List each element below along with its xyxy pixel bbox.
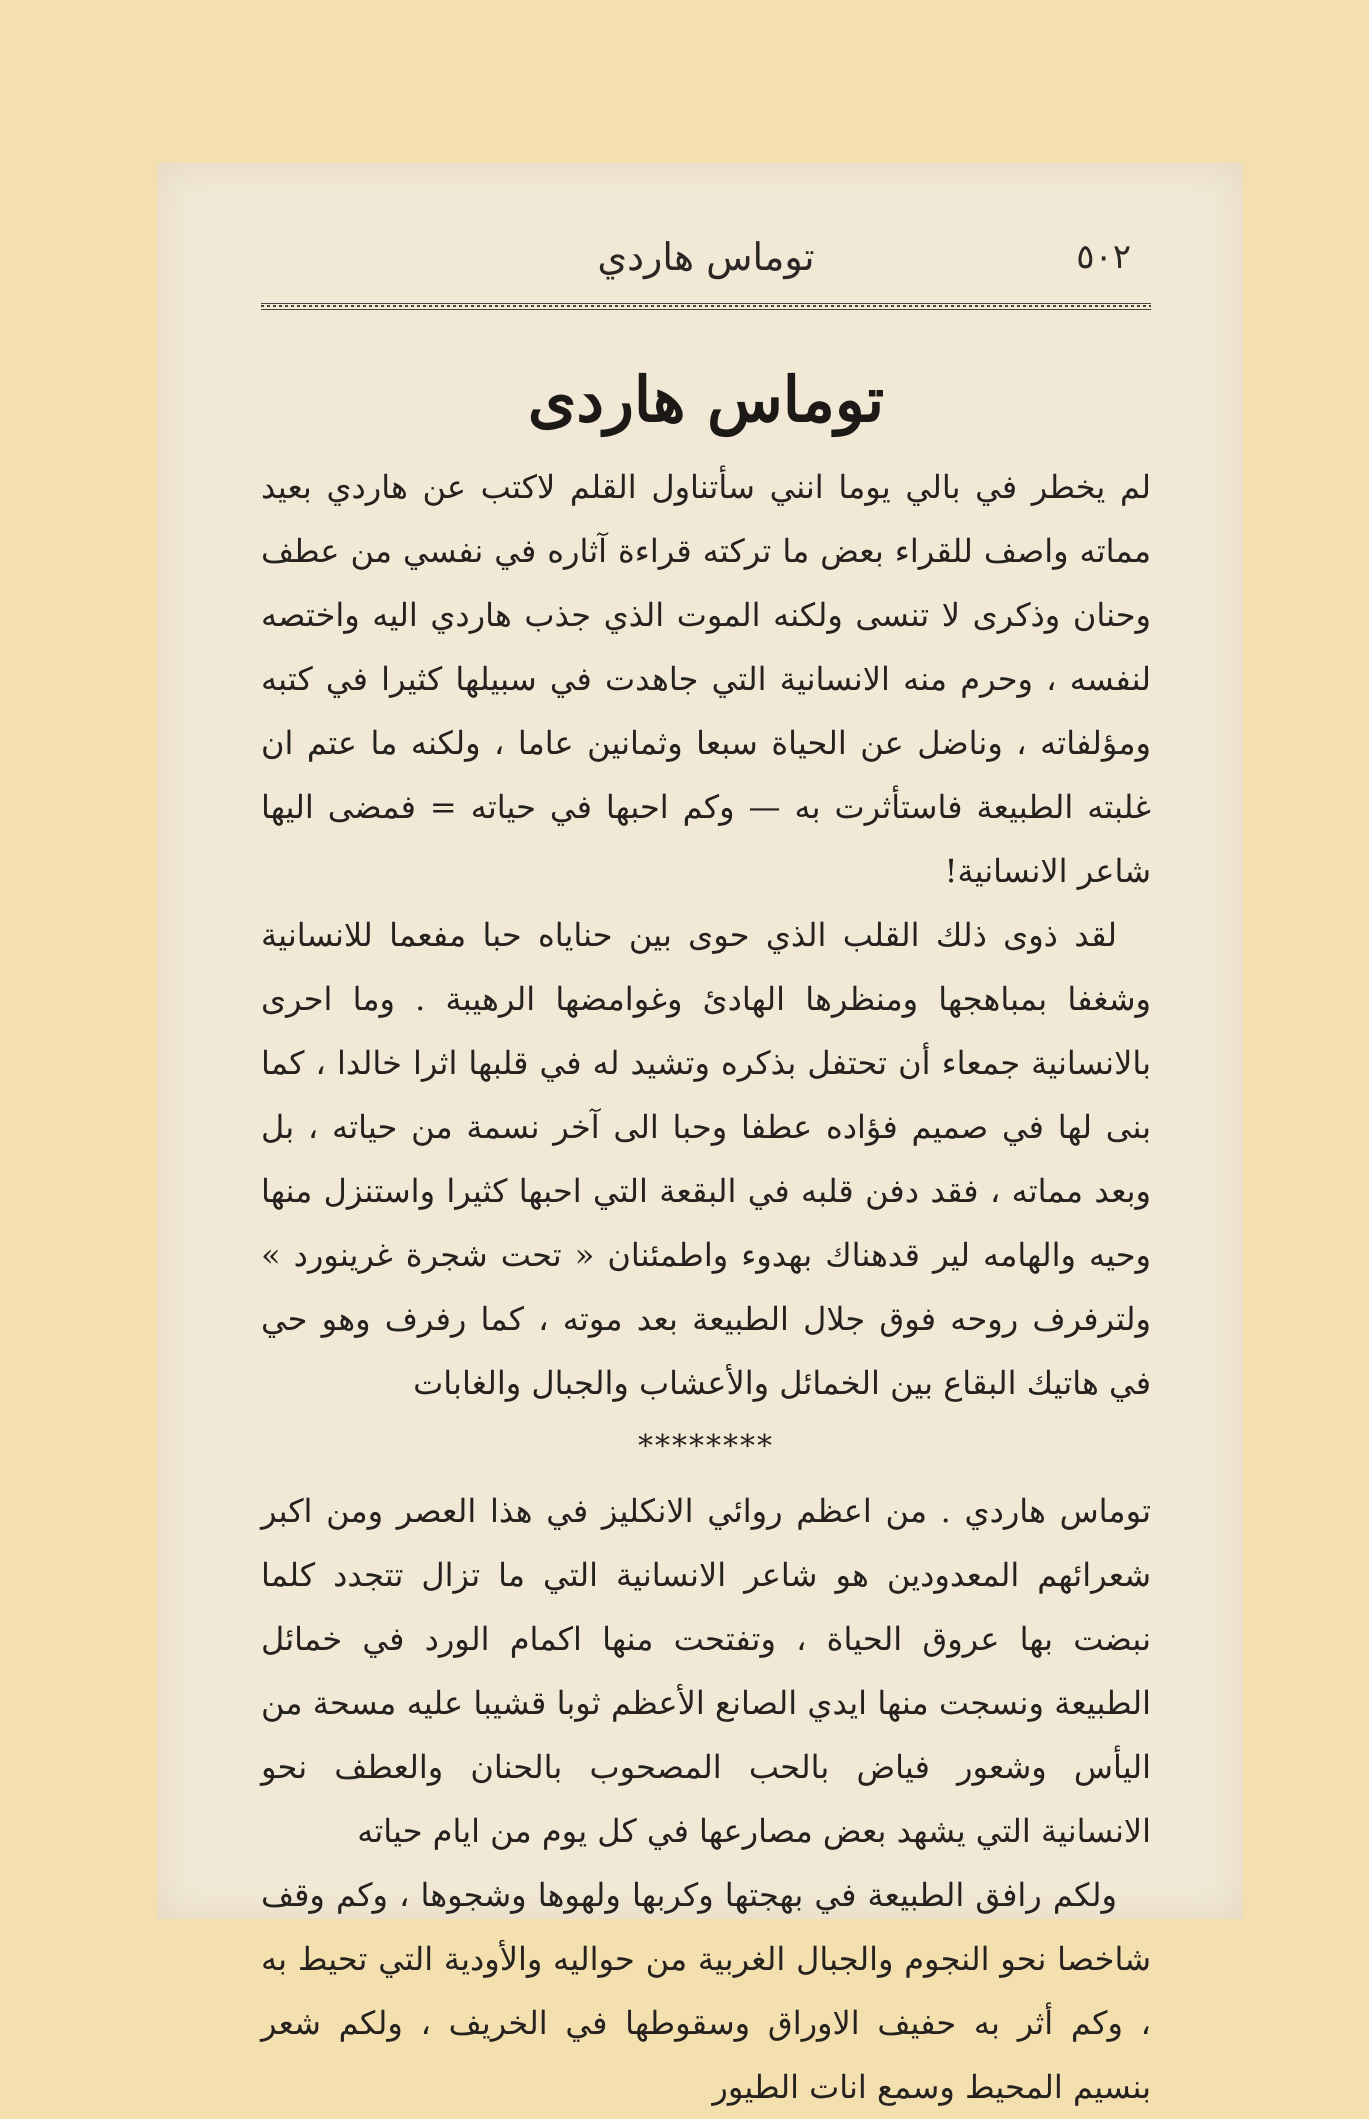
paragraph-2: لقد ذوى ذلك القلب الذي حوى بين حناياه حبا مفعما للانسانية وشغفا بمباهجها ومنظرها الهادئ وغوامضها الرهيبة . وما احرى بالانسانية جمعاء أن تحتفل بذكره وتشيد له في قلبها اثرا خالدا ، كما بنى لها في صميم فؤاده عطفا وحبا الى آخر نسمة من حياته ، بل وبعد مماته ، فقد دفن قلبه في البقعة التي احبها كثيرا واستنزل منها وحيه والهامه لير قدهناك بهدوء واطمئنان « تحت شجرة غرينورد » ولترفرف روحه فوق جلال الطبيعة بعد موته ، كما رفرف وهو حي في هاتيك البقاع بين الخمائل والأعشاب والجبال والغابات — [261, 916, 1151, 1402]
book-page — [157, 163, 1243, 2106]
paragraph-1: لم يخطر في بالي يوما انني سأتناول القلم لاكتب عن هاردي بعيد مماته واصف للقراء بعض ما تركته قراءة آثاره في نفسي من عطف وحنان وذكرى لا تنسى ولكنه الموت الذي جذب هاردي اليه واختصه لنفسه ، وحرم منه الانسانية التي جاهدت في سبيلها كثيرا في كتبه ومؤلفاته ، وناضل عن الحياة سبعا وثمانين عاما ، ولكنه ما عتم ان غلبته الطبيعة فاستأثرت به — وكم احبها في حياته = فمضى اليها شاعر الانسانية! — [261, 468, 1152, 890]
header-rule-pattern — [261, 305, 1151, 307]
paragraph-3: توماس هاردي . من اعظم روائي الانكليز في هذا العصر ومن اكبر شعرائهم المعدودين هو شاعر الانسانية التي ما تزال تتجدد كلما نبضت بها عروق الحياة ، وتفتحت منها اكمام الورد في خمائل الطبيعة ونسجت منها ايدي الصانع الأعظم ثوبا قشيبا عليه مسحة من اليأس وشعور فياض بالحب المصحوب بالحنان والعطف نحو الانسانية التي يشهد بعض مصارعها في كل يوم من ايام حياته — [261, 1492, 1151, 1850]
paragraph-4: ولكم رافق الطبيعة في بهجتها وكربها ولهوها وشجوها ، وكم وقف شاخصا نحو النجوم والجبال الغربية من حواليه والأودية التي تحيط به ، وكم أثر به حفيف الاوراق وسقوطها في الخريف ، ولكم شعر بنسيم المحيط وسمع انات الطيور — [261, 1876, 1152, 2106]
running-title: توماس هاردي — [597, 235, 815, 279]
chapter-title: توماس هاردى — [527, 363, 885, 436]
section-separator: ******** — [638, 1429, 774, 1464]
page-header — [267, 231, 1145, 291]
body-text — [261, 455, 1151, 2119]
page-number: ٥٠٢ — [1076, 237, 1131, 277]
